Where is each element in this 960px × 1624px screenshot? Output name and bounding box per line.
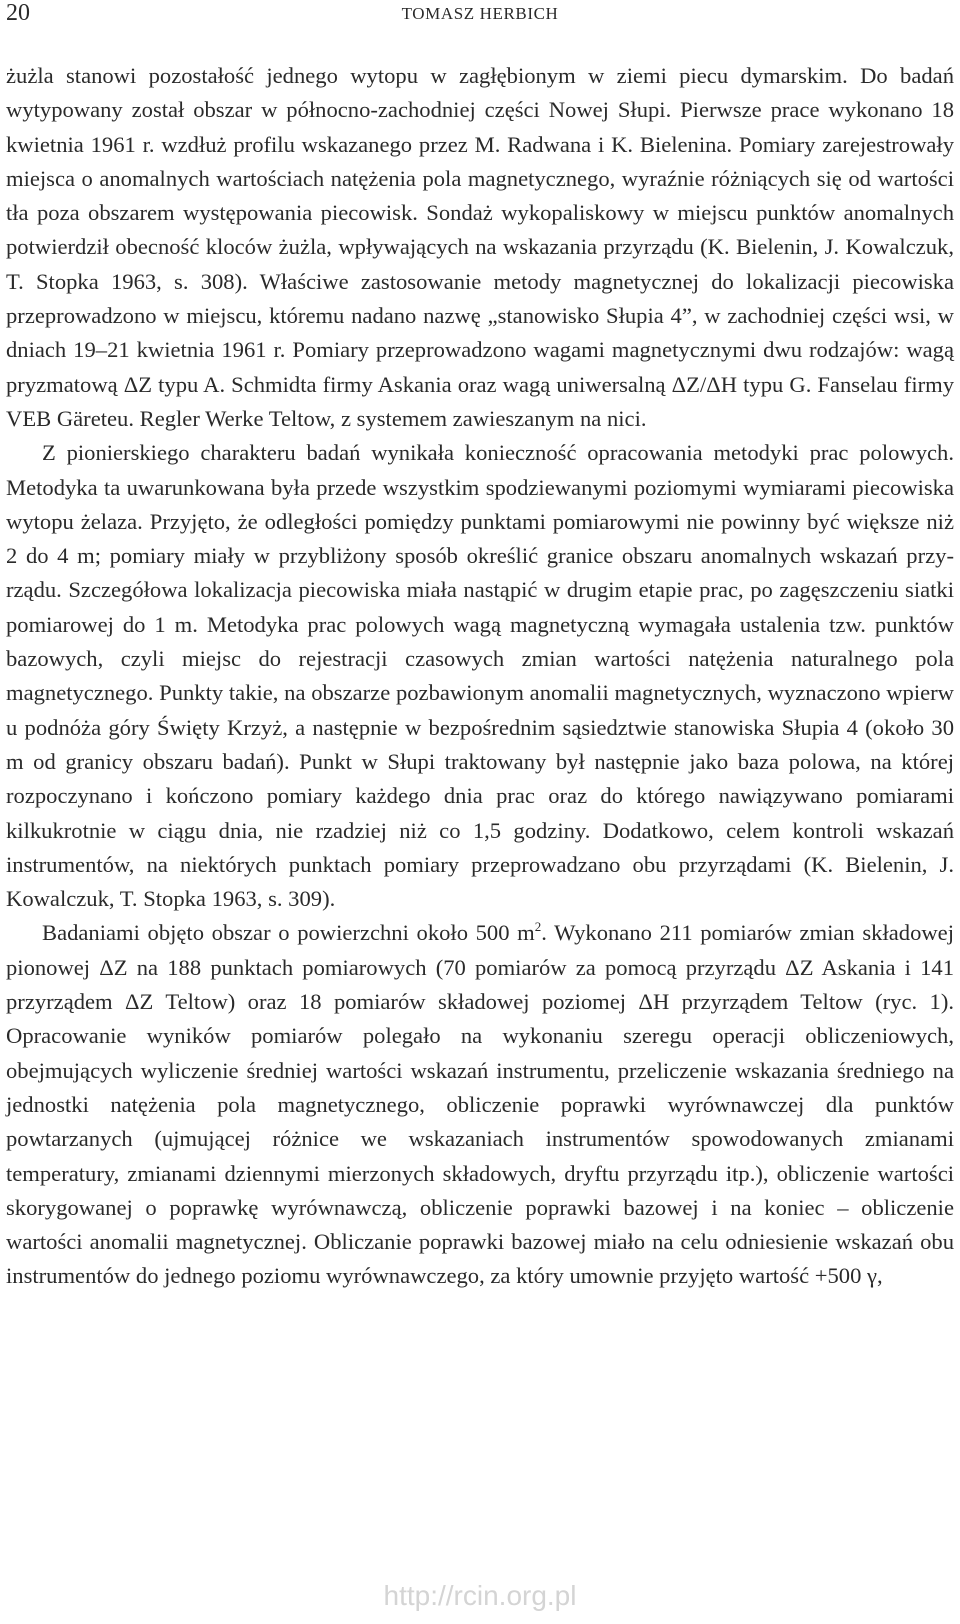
superscript-2: 2: [534, 919, 542, 935]
paragraph-2: Z pionierskiego charakteru badań wynikała konieczność opracowania metodyki prac polowych. Metodyka ta uwarunkowana była przede wszystkim spodziewanymi poziomymi wymiarami piecowiska wytopu żelaza. Przyjęto, że odległości pomiędzy punktami pomiarowymi nie powinny być większe niż 2 do 4 m; pomiary miały w przybliżony sposób określić granice obszaru anomalnych wskazań przyrządu. Szczegółowa lokalizacja piecowiska miała nastąpić w drugim etapie prac, po zagęszczeniu siatki pomiarowej do 1 m. Metodyka prac polowych wagą magnetyczną wymagała ustalenia tzw. punktów bazowych, czyli miejsc do rejestracji czasowych zmian wartości natężenia naturalnego pola magnetycznego. Punkty takie, na obszarze pozbawionym anomalii magnetycznych, wyznaczono wpierw u podnóża góry Święty Krzyż, a następnie w bezpośrednim sąsiedztwie stanowiska Słupia 4 (około 30 m od granicy obszaru badań). Punkt w Słupi traktowany był następnie jako baza polowa, na której rozpoczynano i kończono pomiary każdego dnia prac oraz do którego nawiązywano pomiarami kilkukrotnie w ciągu dnia, nie rzadziej niż co 1,5 godziny. Dodatkowo, celem kontroli wskazań instrumentów, na niektórych punktach pomiary przeprowadzano obu przyrządami (K. Bielenin, J. Kowalczuk, T. Stopka 1963, s. 309).: [6, 440, 954, 912]
body-text: [6, 59, 954, 1294]
paragraph-3-text-end: . Wykonano 211 pomiarów zmian składowej pionowej ΔZ na 188 punktach pomiarowych (70 pomiarów za pomocą przyrządu ΔZ Askania i 141 przyrządem ΔZ Teltow) oraz 18 pomiarów składowej poziomej ΔH przyrządem Teltow (ryc. 1). Opracowanie wyników pomiarów polegało na wykonaniu szeregu operacji obliczeniowych, obejmujących wyliczenie średniej wartości wskazań instrumentu, przeliczenie wskazania średniego na jednostki natężenia pola magnetycznego, obliczenie poprawki wyrównawczej dla punktów powtarzanych (ujmującej różnice we wskazaniach instrumentów spowodowanych zmianami temperatury, zmianami dziennymi mierzonych składowych, dryftu przyrządu itp.), obliczenie wartości skorygowanej o poprawkę wyrównawczą, obliczenie poprawki bazowej i na koniec – obliczenie wartości anomalii magnetycznej. Obliczanie poprawki bazowej miało na celu odniesienie wskazań obu instrumentów do jednego poziomu wyrównawczego, za który umownie przyjęto wartość +500 γ,: [6, 920, 954, 1289]
source-url-watermark: http://rcin.org.pl: [383, 1580, 577, 1611]
page-number: 20: [6, 0, 30, 26]
page-header: [6, 0, 954, 30]
running-head: TOMASZ HERBICH: [401, 4, 559, 23]
paragraph-3: [6, 916, 954, 1293]
paragraph-1: żużla stanowi pozostałość jednego wytopu w zagłębionym w ziemi piecu dymarskim. Do badań wytypowany został obszar w północno-zachodniej części Nowej Słupi. Pierwsze prace wykonano 18 kwietnia 1961 r. wzdłuż profilu wskazanego przez M. Radwana i K. Bielenina. Pomiary zarejestrowały miejsca o anomalnych wartościach natężenia pola magnetycznego, wyraźnie różniących się od wartości tła poza obszarem występowania piecowisk. Sondaż wykopaliskowy w miejscu punktów anomalnych potwierdził obecność kloców żużla, wpływających na wskazania przyrządu (K. Bielenin, J. Kowalczuk, T. Stopka 1963, s. 308). Właściwe zastosowanie metody magnetycznej do lokalizacji piecowiska przeprowadzono w miejscu, któremu nadano nazwę „stanowisko Słupia 4”, w zachodniej części wsi, w dniach 19–21 kwietnia 1961 r. Pomiary przeprowadzono wagami magnetycznymi dwu rodzajów: wagą pryzmatową ΔZ typu A. Schmidta firmy Askania oraz wagą uniwersalną ΔZ/ΔH typu G. Fanselau firmy VEB Gäreteu. Regler Werke Teltow, z systemem zawieszanym na nici.: [6, 63, 954, 431]
paragraph-3-text-start: Badaniami objęto obszar o powierzchni około 500 m: [42, 920, 535, 946]
